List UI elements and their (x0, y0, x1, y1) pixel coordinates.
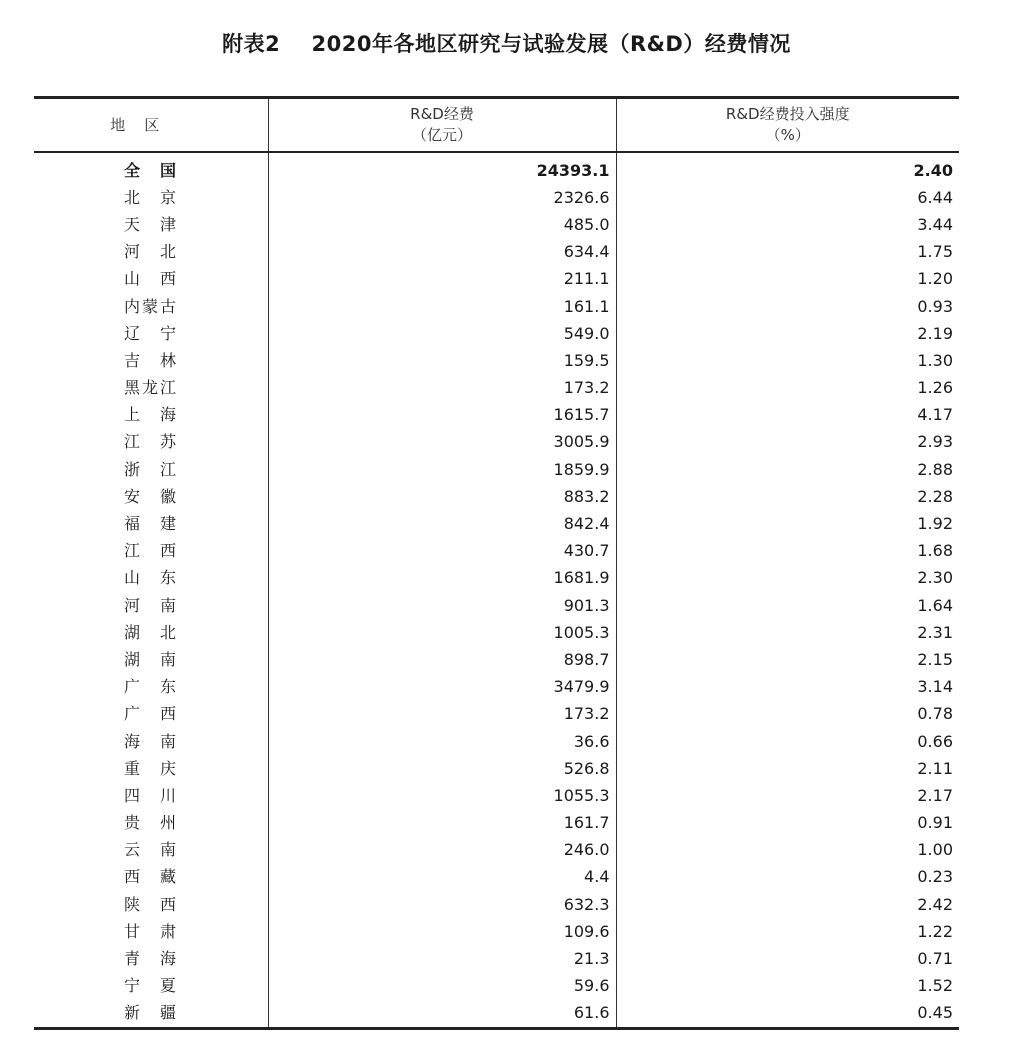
table-row (34, 375, 959, 402)
region-cell (34, 619, 268, 646)
header-rd-intensity-unit: （%） (765, 126, 810, 144)
rd-intensity-cell: 2.31 (616, 619, 959, 646)
table-body (34, 152, 959, 1029)
region-name: 天津 (124, 214, 176, 234)
region-cell (34, 184, 268, 211)
rd-expense-cell: 24393.1 (268, 152, 616, 184)
table-row (34, 918, 959, 945)
rd-expense-cell: 173.2 (268, 701, 616, 728)
region-name: 吉林 (124, 350, 176, 370)
region-name: 全国 (124, 160, 176, 180)
rd-intensity-cell: 0.91 (616, 810, 959, 837)
region-cell (34, 320, 268, 347)
region-cell (34, 510, 268, 537)
region-cell (34, 646, 268, 673)
rd-expense-cell: 246.0 (268, 837, 616, 864)
rd-expense-cell: 2326.6 (268, 184, 616, 211)
table-row (34, 510, 959, 537)
rd-intensity-cell: 2.40 (616, 152, 959, 184)
region-cell (34, 293, 268, 320)
rd-intensity-cell: 0.71 (616, 945, 959, 972)
rd-expense-cell: 898.7 (268, 646, 616, 673)
region-name: 新疆 (124, 1003, 176, 1023)
region-name: 福建 (124, 514, 176, 534)
rd-intensity-cell: 2.93 (616, 429, 959, 456)
region-name: 青海 (124, 949, 176, 969)
rd-intensity-cell: 4.17 (616, 402, 959, 429)
header-rd-expense (268, 98, 616, 153)
table-row (34, 755, 959, 782)
table-row (34, 837, 959, 864)
rd-expense-cell: 159.5 (268, 347, 616, 374)
region-name: 内蒙古 (124, 296, 176, 316)
rd-expense-cell: 883.2 (268, 483, 616, 510)
region-cell (34, 728, 268, 755)
region-cell (34, 918, 268, 945)
region-cell (34, 701, 268, 728)
region-name: 江西 (124, 541, 176, 561)
header-rd-expense-label: R&D经费 (410, 105, 474, 123)
region-name: 陕西 (124, 894, 176, 914)
rd-intensity-cell: 3.14 (616, 674, 959, 701)
table-row (34, 592, 959, 619)
rd-expense-cell: 21.3 (268, 945, 616, 972)
region-name: 上海 (124, 405, 176, 425)
header-row (34, 98, 959, 153)
region-cell (34, 483, 268, 510)
table-row (34, 973, 959, 1000)
rd-intensity-cell: 2.15 (616, 646, 959, 673)
region-cell (34, 674, 268, 701)
rd-expense-cell: 36.6 (268, 728, 616, 755)
table-row (34, 565, 959, 592)
rd-expense-cell: 549.0 (268, 320, 616, 347)
region-cell (34, 429, 268, 456)
rd-intensity-cell: 2.17 (616, 782, 959, 809)
region-cell (34, 592, 268, 619)
region-name: 宁夏 (124, 976, 176, 996)
rd-expense-cell: 3479.9 (268, 674, 616, 701)
region-cell (34, 864, 268, 891)
table-row (34, 347, 959, 374)
region-cell (34, 239, 268, 266)
table-row (34, 646, 959, 673)
rd-expense-cell: 526.8 (268, 755, 616, 782)
rd-intensity-cell: 1.30 (616, 347, 959, 374)
rd-expense-cell: 1859.9 (268, 456, 616, 483)
page-title: 附表2 2020年各地区研究与试验发展（R&D）经费情况 (222, 32, 791, 56)
table-row (34, 810, 959, 837)
region-name: 山东 (124, 568, 176, 588)
region-name: 重庆 (124, 758, 176, 778)
table-row-total (34, 152, 959, 184)
rd-expense-cell: 173.2 (268, 375, 616, 402)
region-name: 黑龙江 (124, 378, 176, 398)
header-region-label: 地 区 (110, 115, 160, 134)
rd-expense-cell: 430.7 (268, 538, 616, 565)
table-row (34, 728, 959, 755)
table-row (34, 320, 959, 347)
region-name: 广西 (124, 704, 176, 724)
rd-expense-cell: 3005.9 (268, 429, 616, 456)
region-name: 甘肃 (124, 921, 176, 941)
rd-table-container (34, 96, 959, 1030)
table-row (34, 266, 959, 293)
region-name: 湖南 (124, 649, 176, 669)
header-rd-intensity (616, 98, 959, 153)
rd-expense-cell: 842.4 (268, 510, 616, 537)
table-row (34, 402, 959, 429)
table-row (34, 483, 959, 510)
region-cell (34, 211, 268, 238)
rd-expense-cell: 59.6 (268, 973, 616, 1000)
region-name: 湖北 (124, 622, 176, 642)
rd-intensity-cell: 1.92 (616, 510, 959, 537)
region-name: 广东 (124, 677, 176, 697)
header-rd-intensity-label: R&D经费投入强度 (725, 105, 850, 123)
region-cell (34, 782, 268, 809)
table-row (34, 619, 959, 646)
region-cell (34, 347, 268, 374)
region-cell (34, 891, 268, 918)
rd-intensity-cell: 2.88 (616, 456, 959, 483)
rd-expense-cell: 634.4 (268, 239, 616, 266)
region-cell (34, 538, 268, 565)
rd-intensity-cell: 0.45 (616, 1000, 959, 1029)
region-name: 安徽 (124, 486, 176, 506)
region-cell (34, 375, 268, 402)
rd-expense-cell: 109.6 (268, 918, 616, 945)
region-cell (34, 810, 268, 837)
region-cell (34, 837, 268, 864)
rd-intensity-cell: 1.26 (616, 375, 959, 402)
rd-intensity-cell: 1.00 (616, 837, 959, 864)
rd-intensity-cell: 1.52 (616, 973, 959, 1000)
rd-intensity-cell: 1.20 (616, 266, 959, 293)
rd-expense-table (34, 96, 959, 1030)
region-name: 河北 (124, 242, 176, 262)
header-region (34, 98, 268, 153)
rd-expense-cell: 1615.7 (268, 402, 616, 429)
rd-intensity-cell: 0.23 (616, 864, 959, 891)
rd-expense-cell: 1005.3 (268, 619, 616, 646)
region-cell (34, 152, 268, 184)
rd-intensity-cell: 2.11 (616, 755, 959, 782)
rd-expense-cell: 4.4 (268, 864, 616, 891)
table-row (34, 782, 959, 809)
region-cell (34, 1000, 268, 1029)
rd-expense-cell: 901.3 (268, 592, 616, 619)
region-name: 江苏 (124, 432, 176, 452)
region-cell (34, 973, 268, 1000)
rd-intensity-cell: 0.78 (616, 701, 959, 728)
rd-intensity-cell: 2.19 (616, 320, 959, 347)
region-cell (34, 456, 268, 483)
rd-expense-cell: 485.0 (268, 211, 616, 238)
table-row (34, 293, 959, 320)
table-row (34, 538, 959, 565)
rd-intensity-cell: 6.44 (616, 184, 959, 211)
region-cell (34, 266, 268, 293)
rd-expense-cell: 211.1 (268, 266, 616, 293)
table-row (34, 864, 959, 891)
region-name: 海南 (124, 731, 176, 751)
table-row (34, 891, 959, 918)
table-row (34, 1000, 959, 1029)
rd-intensity-cell: 2.42 (616, 891, 959, 918)
rd-intensity-cell: 1.64 (616, 592, 959, 619)
table-row (34, 239, 959, 266)
table-header (34, 98, 959, 153)
region-cell (34, 945, 268, 972)
rd-intensity-cell: 1.22 (616, 918, 959, 945)
rd-expense-cell: 1681.9 (268, 565, 616, 592)
header-rd-expense-unit: （亿元） (411, 126, 472, 144)
region-name: 辽宁 (124, 323, 176, 343)
region-name: 贵州 (124, 813, 176, 833)
region-name: 四川 (124, 785, 176, 805)
rd-expense-cell: 632.3 (268, 891, 616, 918)
rd-expense-cell: 1055.3 (268, 782, 616, 809)
rd-intensity-cell: 1.75 (616, 239, 959, 266)
rd-expense-cell: 161.7 (268, 810, 616, 837)
table-row (34, 184, 959, 211)
rd-intensity-cell: 0.66 (616, 728, 959, 755)
table-row (34, 945, 959, 972)
rd-intensity-cell: 1.68 (616, 538, 959, 565)
table-row (34, 701, 959, 728)
region-cell (34, 402, 268, 429)
rd-expense-cell: 61.6 (268, 1000, 616, 1029)
region-cell (34, 565, 268, 592)
rd-intensity-cell: 2.30 (616, 565, 959, 592)
region-cell (34, 755, 268, 782)
table-row (34, 211, 959, 238)
region-name: 北京 (124, 187, 176, 207)
region-name: 西藏 (124, 867, 176, 887)
table-row (34, 429, 959, 456)
region-name: 浙江 (124, 459, 176, 479)
table-row (34, 674, 959, 701)
rd-intensity-cell: 3.44 (616, 211, 959, 238)
rd-intensity-cell: 2.28 (616, 483, 959, 510)
region-name: 云南 (124, 840, 176, 860)
region-name: 山西 (124, 269, 176, 289)
region-name: 河南 (124, 595, 176, 615)
rd-intensity-cell: 0.93 (616, 293, 959, 320)
table-row (34, 456, 959, 483)
rd-expense-cell: 161.1 (268, 293, 616, 320)
